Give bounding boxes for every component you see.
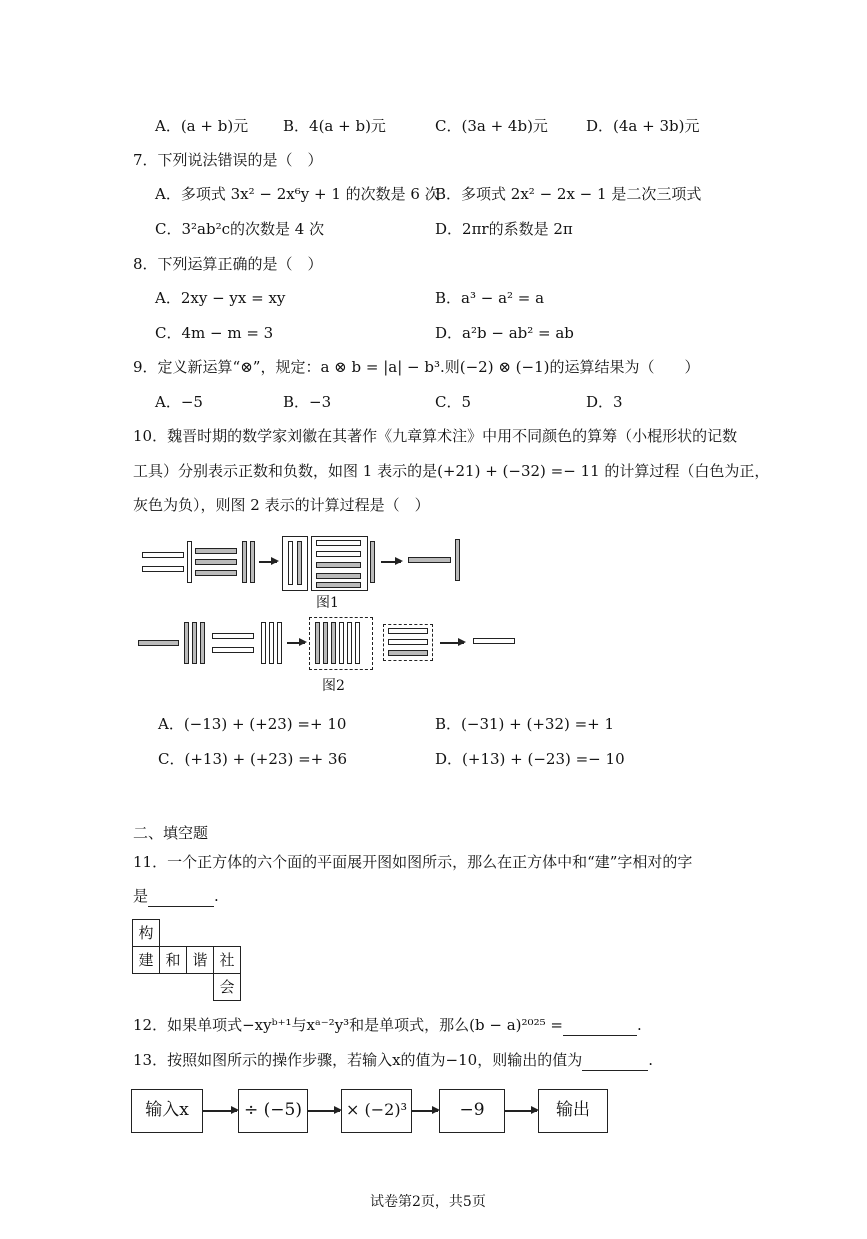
net-cell-he: 和 [159,946,187,974]
arrow-icon [381,561,401,563]
net-cell-xie: 谐 [186,946,214,974]
rod-gray [316,573,361,579]
q13-end: . [648,1051,653,1069]
rod-gray [195,548,237,554]
rod-gray [331,622,336,664]
rod-gray [455,539,460,581]
q11-line-2 [133,886,219,907]
q10-option-b: B．(−31) + (+32) =+ 1 [435,715,615,733]
rod-white [187,541,192,583]
q11-line-1: 11．一个正方体的六个面的平面展开图如图所示，那么在正方体中和“建”字相对的字 [133,853,693,871]
rod-gray [408,557,451,563]
q6-option-a: A．(a + b)元 [155,117,249,135]
rod-white [339,622,344,664]
answer-blank[interactable] [563,1015,637,1036]
rod-white [388,639,428,645]
q7-option-d: D．2πr的系数是 2π [435,220,573,238]
rod-gray [200,622,205,664]
rod-white [261,622,266,664]
rod-white [473,638,515,644]
flow-divide-box: ÷ (−5) [238,1089,308,1133]
rod-white [269,622,274,664]
q9-option-c: C．5 [435,393,472,411]
q8-option-b: B．a³ − a² = a [435,289,545,307]
q8-option-c: C．4m − m = 3 [155,324,274,342]
q9-stem: 9．定义新运算“⊗”，规定：a ⊗ b = |a| − b³.则(−2) ⊗ (−1)的运算结果为（ ） [133,358,700,376]
rod-gray [323,622,328,664]
figure-2-caption: 图2 [322,678,345,694]
section-title: 二、填空题 [133,824,209,842]
arrow-icon [203,1110,237,1112]
q12-line [133,1015,642,1036]
flow-input-box: 输入x [131,1089,203,1133]
arrow-icon [259,561,277,563]
q11-line-2-text: 是 [133,887,149,905]
q13-text: 13．按照如图所示的操作步骤，若输入x的值为−10，则输出的值为 [133,1051,583,1069]
rod-gray [297,541,302,585]
q13-line [133,1050,653,1071]
rod-gray [316,582,361,588]
q9-option-b: B．−3 [283,393,332,411]
rod-white [388,628,428,634]
rod-gray [138,640,179,646]
q10-line-2: 工具）分别表示正数和负数，如图 1 表示的是(+21) + (−32) =− 11 的计算过程（白色为正， [133,462,770,480]
arrow-icon [505,1110,537,1112]
q9-option-a: A．−5 [155,393,203,411]
arrow-icon [308,1110,340,1112]
rod-white [142,552,184,558]
rod-white [142,566,184,572]
page-footer: 试卷第2页，共5页 [370,1194,486,1210]
rod-white [355,622,360,664]
answer-blank[interactable] [582,1050,648,1071]
net-cell-she: 社 [213,946,241,974]
rod-white [288,541,293,585]
q10-option-c: C．(+13) + (+23) =+ 36 [158,750,348,768]
q8-option-a: A．2xy − yx = xy [155,289,286,307]
rod-white [316,540,361,546]
q6-option-b: B．4(a + b)元 [283,117,386,135]
rod-gray [315,622,320,664]
flow-multiply-box: × (−2)³ [341,1089,412,1133]
rod-gray [250,541,255,583]
q10-line-3: 灰色为负），则图 2 表示的计算过程是（ ） [133,496,430,514]
arrow-icon [412,1110,438,1112]
q12-text: 12．如果单项式−xyᵇ⁺¹与xᵃ⁻²y³和是单项式，那么(b − a)²⁰²⁵ = [133,1016,563,1034]
q10-option-d: D．(+13) + (−23) =− 10 [435,750,625,768]
rod-white [212,633,254,639]
q7-option-b: B．多项式 2x² − 2x − 1 是二次三项式 [435,185,702,203]
net-cell-hui: 会 [213,973,241,1001]
rod-white [347,622,352,664]
arrow-icon [440,642,464,644]
q7-option-c: C．3²ab²c的次数是 4 次 [155,220,325,238]
rod-gray [192,622,197,664]
q6-option-d: D．(4a + 3b)元 [586,117,700,135]
q9-option-d: D．3 [586,393,623,411]
rod-gray [370,541,375,583]
q10-line-1: 10．魏晋时期的数学家刘徽在其著作《九章算术注》中用不同颜色的算筹（小棍形状的记数 [133,427,738,445]
net-cell-jian: 建 [132,946,160,974]
rod-white [212,647,254,653]
q7-option-a: A．多项式 3x² − 2x⁶y + 1 的次数是 6 次 [155,185,440,203]
rod-gray [388,650,428,656]
rod-gray [184,622,189,664]
q11-line-2-end: . [214,887,219,905]
rod-gray [195,559,237,565]
net-cell-gou: 构 [132,919,160,947]
rod-gray [316,562,361,568]
rod-gray [195,570,237,576]
q7-stem: 7．下列说法错误的是（ ） [133,151,323,169]
rod-white [316,551,361,557]
q12-end: . [636,1016,642,1034]
flow-output-box: 输出 [538,1089,608,1133]
figure-1-caption: 图1 [316,595,339,611]
cancel-group-box [282,536,308,591]
rod-white [277,622,282,664]
answer-blank[interactable] [148,886,214,907]
arrow-icon [287,642,305,644]
rod-gray [242,541,247,583]
q8-stem: 8．下列运算正确的是（ ） [133,255,323,273]
q6-option-c: C．(3a + 4b)元 [435,117,548,135]
q8-option-d: D．a²b − ab² = ab [435,324,574,342]
q10-option-a: A．(−13) + (+23) =+ 10 [158,715,347,733]
flow-subtract-box: −9 [439,1089,505,1133]
